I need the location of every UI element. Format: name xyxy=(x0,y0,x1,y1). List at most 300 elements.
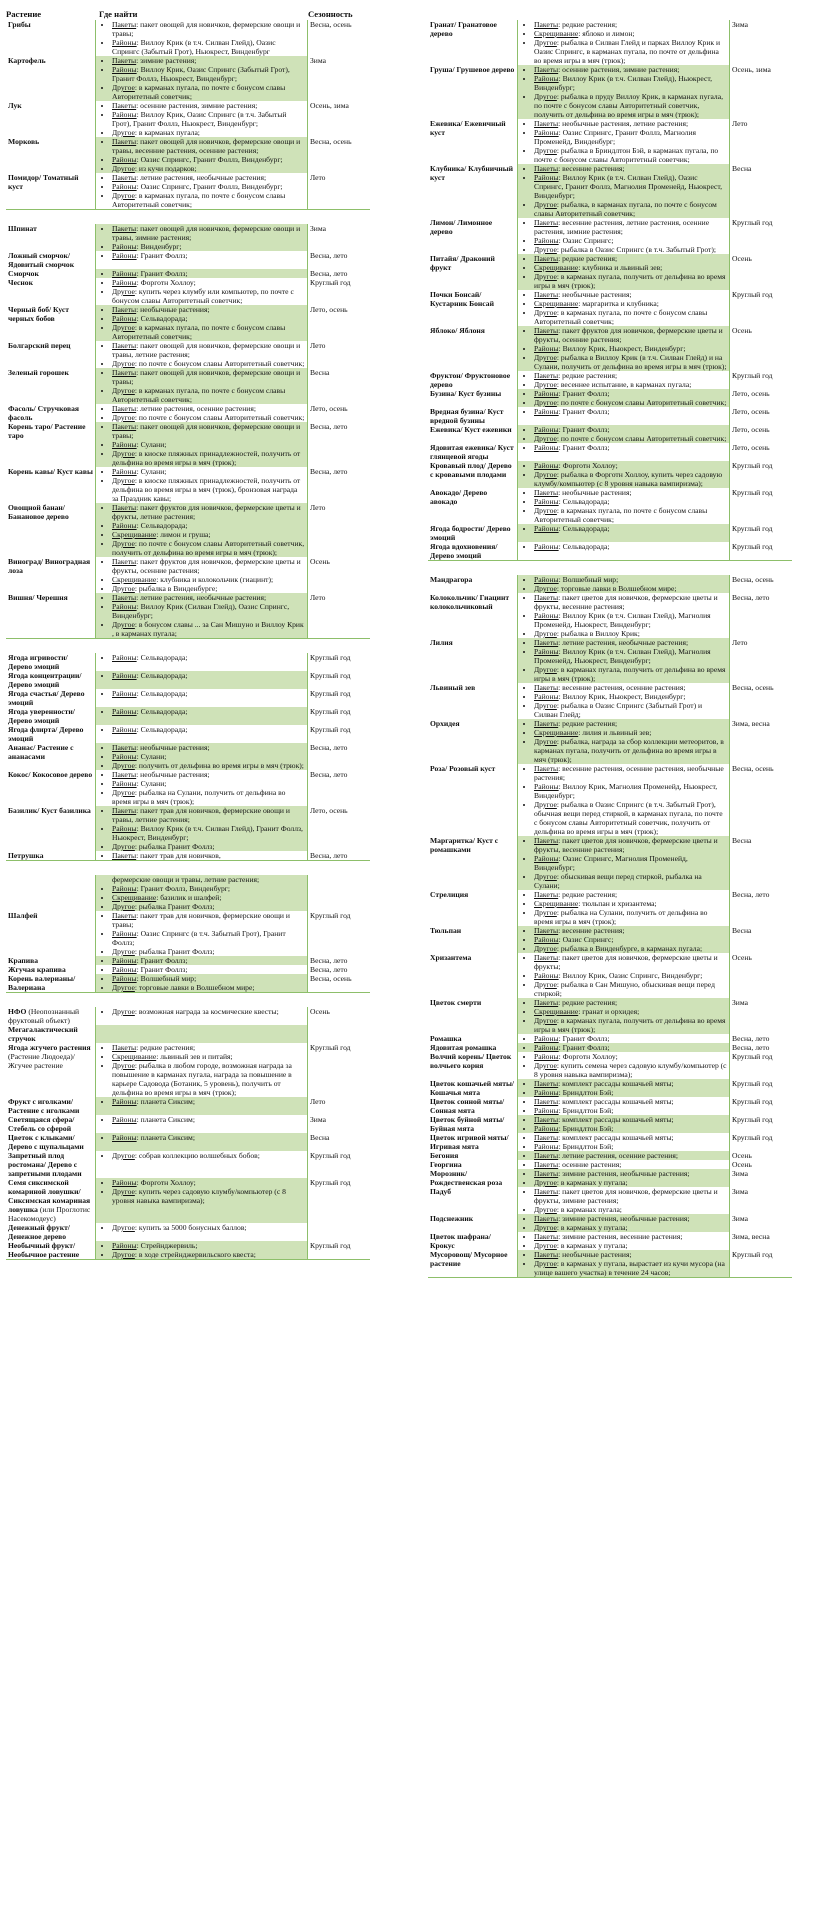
source-category[interactable]: Районы xyxy=(534,173,559,182)
season-cell xyxy=(730,119,793,164)
plant-name: Авокадо/ Дерево авокадо xyxy=(430,488,488,506)
source-category[interactable]: Пакеты xyxy=(112,1043,137,1052)
table-row xyxy=(6,770,370,806)
source-category[interactable]: Пакеты xyxy=(534,1250,559,1259)
source-category[interactable]: Районы xyxy=(534,1034,559,1043)
source-category[interactable]: Районы xyxy=(534,971,559,980)
source-category[interactable]: Пакеты xyxy=(534,926,559,935)
source-category[interactable]: Районы xyxy=(534,74,559,83)
source-category[interactable]: Районы xyxy=(112,929,137,938)
source-item: • Другое: рыбалка в Сан Мишуно, обыскивая вещи перед стиркой; xyxy=(534,980,727,998)
table-row xyxy=(428,461,792,488)
source-category[interactable]: Районы xyxy=(112,242,137,251)
source-category[interactable]: Пакеты xyxy=(534,1187,559,1196)
source-item: • Пакеты: весенние растения, осенние растения; xyxy=(534,683,727,692)
source-category[interactable]: Другое xyxy=(112,83,135,92)
source-category[interactable]: Районы xyxy=(534,407,559,416)
source-category[interactable]: Районы xyxy=(112,278,137,287)
source-category[interactable]: Другое xyxy=(534,1223,557,1232)
source-category[interactable]: Районы xyxy=(112,521,137,530)
source-category[interactable]: Пакеты xyxy=(112,224,137,233)
source-category[interactable]: Пакеты xyxy=(534,719,559,728)
source-category[interactable]: Другое xyxy=(534,245,557,254)
source-category[interactable]: Пакеты xyxy=(534,683,559,692)
source-item: • Районы: Виллоу Крик (в т.ч. Силван Глейд), Магнолия Променейд, Ньюкрест, Винденбург; xyxy=(534,611,727,629)
source-category[interactable]: Другое xyxy=(112,323,135,332)
source-category[interactable]: Скрещивание xyxy=(112,530,157,539)
source-category[interactable]: Другое xyxy=(112,386,135,395)
source-category[interactable]: Районы xyxy=(534,575,559,584)
season-value: Осень xyxy=(732,254,752,263)
source-item: • Другое: рыбалка в Оазис Спрингс (в т.ч. Забытый Грот), обычная вещи перед стиркой, в карманах пугала, по почте с бонусом славы Авторитетный советчик, получить от дельфина во время игры в мяч (трюк); xyxy=(534,800,727,836)
season-cell xyxy=(730,1214,793,1232)
source-category[interactable]: Районы xyxy=(112,65,137,74)
source-detail: Бриндлтон Бэй; xyxy=(562,1124,614,1133)
source-category[interactable]: Районы xyxy=(112,779,137,788)
where-cell xyxy=(96,503,308,557)
source-category[interactable]: Районы xyxy=(112,1115,137,1124)
plant-name: Фруктон/ Фруктоновое дерево xyxy=(430,371,511,389)
source-category[interactable]: Районы xyxy=(112,38,137,47)
source-category[interactable]: Пакеты xyxy=(534,764,559,773)
source-item: • Пакеты: необычные растения; xyxy=(534,1250,727,1259)
source-category[interactable]: Другое xyxy=(534,1259,557,1268)
source-category[interactable]: Другое xyxy=(112,1061,135,1070)
season-value: Зима xyxy=(732,20,748,29)
source-category[interactable]: Районы xyxy=(112,440,137,449)
source-category[interactable]: Пакеты xyxy=(534,254,559,263)
source-category[interactable]: Пакеты xyxy=(534,1151,559,1160)
where-cell xyxy=(96,1097,308,1115)
source-category[interactable]: Районы xyxy=(112,725,137,734)
source-category[interactable]: Районы xyxy=(112,251,137,260)
source-category[interactable]: Районы xyxy=(112,653,137,662)
source-category[interactable]: Скрещивание xyxy=(534,728,579,737)
source-category[interactable]: Другое xyxy=(112,449,135,458)
source-list xyxy=(520,425,727,443)
source-category[interactable]: Другое xyxy=(534,308,557,317)
table-row xyxy=(6,467,370,503)
source-category[interactable]: Другое xyxy=(112,842,135,851)
source-item: • Скрещивание: тюльпан и хризантема; xyxy=(534,899,727,908)
source-category[interactable]: Другое xyxy=(534,398,557,407)
source-category[interactable]: Пакеты xyxy=(534,164,559,173)
source-category[interactable]: Пакеты xyxy=(534,371,559,380)
plant-table xyxy=(428,20,792,561)
plant-name-cell xyxy=(428,890,518,926)
source-list xyxy=(520,1043,727,1052)
source-category[interactable]: Другое xyxy=(534,200,557,209)
source-category[interactable]: Районы xyxy=(534,461,559,470)
source-category[interactable]: Другое xyxy=(112,164,135,173)
source-category[interactable]: Другое xyxy=(534,1178,557,1187)
plant-name: Ядовитая ромашка xyxy=(430,1043,497,1052)
source-category[interactable]: Другое xyxy=(534,272,557,281)
source-category[interactable]: Районы xyxy=(112,467,137,476)
table-row xyxy=(428,326,792,371)
source-item: • Пакеты: пакет овощей для новичков, фермерские овощи и травы, зимние растения; xyxy=(112,224,305,242)
source-item: • Районы: Сельвадорада; xyxy=(112,521,305,530)
source-category[interactable]: Другое xyxy=(534,737,557,746)
source-category[interactable]: Пакеты xyxy=(534,119,559,128)
source-item: • Другое: купить через клумбу или компьютер, по почте с бонусом славы Авторитетный советчик; xyxy=(112,287,305,305)
source-category[interactable]: Районы xyxy=(534,782,559,791)
season-value: Зима xyxy=(310,1115,326,1124)
where-cell xyxy=(518,593,730,638)
source-category[interactable]: Районы xyxy=(112,974,137,983)
source-category[interactable]: Районы xyxy=(534,1142,559,1151)
source-category[interactable]: Другое xyxy=(534,470,557,479)
source-category[interactable]: Другое xyxy=(534,1016,557,1025)
season-value: Круглый год xyxy=(732,461,773,470)
source-category[interactable]: Районы xyxy=(534,1088,559,1097)
season-value: Круглый год xyxy=(310,1241,351,1250)
source-category[interactable]: Скрещивание xyxy=(534,1007,579,1016)
source-category[interactable]: Районы xyxy=(534,425,559,434)
source-category[interactable]: Пакеты xyxy=(534,1160,559,1169)
source-category[interactable]: Пакеты xyxy=(534,998,559,1007)
source-category[interactable]: Пакеты xyxy=(112,137,137,146)
plant-name: Ядовитая ежевика/ Куст глянцевой ягоды xyxy=(430,443,514,461)
table-row xyxy=(428,1151,792,1160)
source-detail: Сельвадорада; xyxy=(562,524,610,533)
source-category[interactable]: Пакеты xyxy=(534,836,559,845)
source-category[interactable]: Другое xyxy=(112,1151,135,1160)
plant-name: Светящаяся сфера/ Стебель со сферой xyxy=(8,1115,75,1133)
source-category[interactable]: Районы xyxy=(534,1052,559,1061)
source-category[interactable]: Скрещивание xyxy=(534,263,579,272)
source-category[interactable]: Районы xyxy=(112,689,137,698)
table-row xyxy=(6,806,370,851)
source-category[interactable]: Пакеты xyxy=(112,557,137,566)
source-category[interactable]: Пакеты xyxy=(112,911,137,920)
source-detail: осенние растения, зимние растения; xyxy=(562,65,680,74)
season-value: Лето xyxy=(310,341,326,350)
source-category[interactable]: Другое xyxy=(534,380,557,389)
source-category[interactable]: Другое xyxy=(112,947,135,956)
source-category[interactable]: Другое xyxy=(534,146,557,155)
source-category[interactable]: Другое xyxy=(534,665,557,674)
season-cell xyxy=(308,269,371,278)
source-item: • Районы: Сельвадорада; xyxy=(112,725,305,734)
source-item: • Пакеты: необычные растения, летние растения; xyxy=(534,119,727,128)
source-item: • Другое: рыбалка в Винденбурге; xyxy=(112,584,305,593)
source-list xyxy=(98,1007,305,1016)
source-item: • Районы: Гранит Фоллз; xyxy=(112,269,305,278)
source-category[interactable]: Районы xyxy=(534,497,559,506)
source-category[interactable]: Пакеты xyxy=(112,422,137,431)
season-cell xyxy=(730,953,793,998)
source-category[interactable]: Районы xyxy=(534,524,559,533)
where-cell xyxy=(96,1043,308,1097)
where-cell xyxy=(96,851,308,861)
source-category[interactable]: Пакеты xyxy=(534,1079,559,1088)
source-category[interactable]: Пакеты xyxy=(534,1115,559,1124)
source-item: • Другое: в карманах у пугала; xyxy=(534,1178,727,1187)
source-category[interactable]: Другое xyxy=(534,980,557,989)
plant-name-cell xyxy=(6,1115,96,1133)
where-cell xyxy=(96,1151,308,1178)
source-category[interactable]: Районы xyxy=(112,110,137,119)
source-category[interactable]: Скрещивание xyxy=(112,575,157,584)
source-category[interactable]: Другое xyxy=(534,1205,557,1214)
source-category[interactable]: Другое xyxy=(534,584,557,593)
source-category[interactable]: Пакеты xyxy=(112,56,137,65)
source-category[interactable]: Районы xyxy=(534,854,559,863)
source-category[interactable]: Пакеты xyxy=(112,173,137,182)
source-detail: Виллоу Крик, Оазис Спрингс (Забытый Грот), Гранит Фоллз, Ньюкрест, Винденбург; xyxy=(112,65,290,83)
source-category[interactable]: Районы xyxy=(534,443,559,452)
source-category[interactable]: Пакеты xyxy=(534,1097,559,1106)
where-cell xyxy=(518,1169,730,1187)
source-category[interactable]: Другое xyxy=(112,1250,135,1259)
source-category[interactable]: Другое xyxy=(112,1187,135,1196)
source-category[interactable]: Районы xyxy=(534,647,559,656)
source-category[interactable]: Другое xyxy=(112,1223,135,1232)
source-detail: Сулани; xyxy=(140,467,167,476)
source-detail: Волшебный мир; xyxy=(140,974,197,983)
plant-name-cell xyxy=(6,503,96,557)
source-category[interactable]: Другое xyxy=(534,353,557,362)
source-list xyxy=(98,224,305,251)
plant-name: Морковь xyxy=(8,137,40,146)
source-category[interactable]: Районы xyxy=(534,1124,559,1133)
source-category[interactable]: Районы xyxy=(534,1043,559,1052)
source-detail: редкие растения; xyxy=(562,254,618,263)
source-category[interactable]: Другое xyxy=(112,788,135,797)
where-cell xyxy=(518,1043,730,1052)
source-category[interactable]: Другое xyxy=(112,1007,135,1016)
source-item: • Другое: в карманах пугала, по почте с бонусом славы Авторитетный советчик; xyxy=(112,386,305,404)
source-category[interactable]: Скрещивание xyxy=(112,893,157,902)
source-category[interactable]: Районы xyxy=(112,1097,137,1106)
source-category[interactable]: Скрещивание xyxy=(534,29,579,38)
source-category[interactable]: Районы xyxy=(112,707,137,716)
section xyxy=(6,875,370,993)
source-category[interactable]: Пакеты xyxy=(112,770,137,779)
source-category[interactable]: Районы xyxy=(534,611,559,620)
source-item: • Другое: рыбалка на Сулани, получить от дельфина во время игры в мяч (трюк); xyxy=(112,788,305,806)
source-detail: Виллоу Крик, Магнолия Променейд, Ньюкрест, Винденбург; xyxy=(534,782,718,800)
source-category[interactable]: Другое xyxy=(534,434,557,443)
source-category[interactable]: Другое xyxy=(534,629,557,638)
source-category[interactable]: Другое xyxy=(112,191,135,200)
season-value: Зима xyxy=(732,1187,748,1196)
source-category[interactable]: Пакеты xyxy=(112,743,137,752)
table-row xyxy=(6,1043,370,1097)
source-category[interactable]: Районы xyxy=(112,956,137,965)
season-value: Весна, лето xyxy=(310,251,348,260)
plant-name-cell xyxy=(6,974,96,993)
source-detail: рыбалка в Бриндлтон Бэй, в карманах пугала, по почте с бонусом славы Авторитетный советчик; xyxy=(534,146,719,164)
season-cell xyxy=(308,1178,371,1223)
source-category[interactable]: Скрещивание xyxy=(112,1052,157,1061)
source-category[interactable]: Другое xyxy=(112,983,135,992)
source-category[interactable]: Другое xyxy=(534,701,557,710)
where-cell xyxy=(96,251,308,269)
plant-name-cell xyxy=(6,965,96,974)
where-cell xyxy=(518,719,730,764)
source-category[interactable]: Пакеты xyxy=(112,20,137,29)
table-row xyxy=(428,1097,792,1115)
source-category[interactable]: Районы xyxy=(112,1241,137,1250)
season-cell xyxy=(730,1052,793,1079)
source-detail: осенние растения, зимние растения; xyxy=(140,101,258,110)
source-category[interactable]: Другое xyxy=(534,1061,557,1070)
source-category[interactable]: Другое xyxy=(112,476,135,485)
source-category[interactable]: Районы xyxy=(112,182,137,191)
source-category[interactable]: Пакеты xyxy=(112,368,137,377)
source-detail: Гранит Фоллз; xyxy=(562,1043,610,1052)
source-category[interactable]: Другое xyxy=(534,908,557,917)
source-category[interactable]: Районы xyxy=(534,389,559,398)
source-category[interactable]: Другое xyxy=(112,128,135,137)
source-category[interactable]: Пакеты xyxy=(534,290,559,299)
source-detail: Гранит Фоллз; xyxy=(140,251,188,260)
source-item: • Другое: в бонусом славы ... за Сан Мишуно и Виллоу Крик , в карманах пугала; xyxy=(112,620,305,638)
source-category[interactable]: Районы xyxy=(112,314,137,323)
source-category[interactable]: Районы xyxy=(112,965,137,974)
source-category[interactable]: Пакеты xyxy=(534,20,559,29)
source-category[interactable]: Другое xyxy=(534,1241,557,1250)
source-list xyxy=(98,707,305,716)
source-category[interactable]: Районы xyxy=(112,671,137,680)
season-value: Весна, осень xyxy=(310,20,352,29)
source-item: • Другое: рыбалка в Винденбурге, в карманах пугала; xyxy=(534,944,727,953)
where-cell xyxy=(96,278,308,305)
source-item: • Другое: в карманах пугала; xyxy=(534,1205,727,1214)
source-item: • Пакеты: редкие растения; xyxy=(534,998,727,1007)
source-detail: торговые лавки в Волшебном мире; xyxy=(560,584,677,593)
source-category[interactable]: Пакеты xyxy=(534,953,559,962)
source-category[interactable]: Пакеты xyxy=(534,890,559,899)
plant-table xyxy=(6,224,370,639)
source-category[interactable]: Районы xyxy=(112,155,137,164)
source-category[interactable]: Районы xyxy=(534,692,559,701)
source-category[interactable]: Пакеты xyxy=(112,593,137,602)
source-category[interactable]: Районы xyxy=(534,344,559,353)
source-category[interactable]: Другое xyxy=(534,92,557,101)
source-category[interactable]: Пакеты xyxy=(112,851,137,860)
source-detail: в киоске пляжных принадлежностей, получить от дельфина во время игры в мяч (трюк); xyxy=(112,449,301,467)
source-category[interactable]: Районы xyxy=(534,542,559,551)
season-value: Круглый год xyxy=(732,1097,773,1106)
source-category[interactable]: Другое xyxy=(112,902,135,911)
source-category[interactable]: Пакеты xyxy=(534,1133,559,1142)
source-category[interactable]: Пакеты xyxy=(534,1214,559,1223)
source-category[interactable]: Пакеты xyxy=(112,305,137,314)
source-list xyxy=(520,719,727,764)
source-list xyxy=(98,725,305,734)
source-category[interactable]: Скрещивание xyxy=(534,299,579,308)
source-detail: весенние растения, осенние растения; xyxy=(562,683,686,692)
source-category[interactable]: Пакеты xyxy=(112,101,137,110)
source-category[interactable]: Районы xyxy=(112,1133,137,1142)
source-detail: летние растения, необычные растения; xyxy=(140,173,267,182)
table-row xyxy=(428,488,792,524)
source-category[interactable]: Районы xyxy=(112,884,137,893)
table-row xyxy=(428,1250,792,1278)
source-category[interactable]: Другое xyxy=(112,761,135,770)
source-detail: рыбалка в Оазис Спрингс (в т.ч. Забытый Грот); xyxy=(560,245,716,254)
source-category[interactable]: Районы xyxy=(534,1106,559,1115)
source-category[interactable]: Пакеты xyxy=(112,404,137,413)
source-category[interactable]: Другое xyxy=(112,620,135,629)
source-category[interactable]: Пакеты xyxy=(112,503,137,512)
source-category[interactable]: Другое xyxy=(534,800,557,809)
source-category[interactable]: Районы xyxy=(112,752,137,761)
table-row xyxy=(6,1178,370,1223)
plant-name: Шпинат xyxy=(8,224,37,233)
source-category[interactable]: Пакеты xyxy=(534,218,559,227)
season-value: Осень xyxy=(310,1007,330,1016)
source-category[interactable]: Пакеты xyxy=(112,806,137,815)
source-category[interactable]: Пакеты xyxy=(534,1232,559,1241)
source-category[interactable]: Пакеты xyxy=(534,65,559,74)
source-list xyxy=(98,305,305,341)
season-cell xyxy=(730,524,793,542)
plant-name-cell xyxy=(6,20,96,56)
source-category[interactable]: Скрещивание xyxy=(534,899,579,908)
season-value: Лето, осень xyxy=(732,425,770,434)
plant-name: Груша/ Грушевое дерево xyxy=(430,65,515,74)
season-value: Лето xyxy=(732,119,748,128)
source-category[interactable]: Районы xyxy=(534,128,559,137)
source-category[interactable]: Районы xyxy=(112,602,137,611)
source-category[interactable]: Другое xyxy=(112,287,135,296)
source-category[interactable]: Другое xyxy=(112,359,135,368)
source-category[interactable]: Районы xyxy=(112,1178,137,1187)
source-category[interactable]: Другое xyxy=(112,539,135,548)
source-category[interactable]: Районы xyxy=(534,236,559,245)
source-category[interactable]: Другое xyxy=(534,38,557,47)
source-list xyxy=(520,764,727,836)
plant-name: Шалфей xyxy=(8,911,38,920)
source-category[interactable]: Пакеты xyxy=(534,1169,559,1178)
source-list xyxy=(98,689,305,698)
source-detail: пакет цветов для новичков, фермерские цветы и фрукты, весенние растения; xyxy=(534,836,718,854)
plant-name: Ложный сморчок/ Ядовитый сморчок xyxy=(8,251,75,269)
plant-name: Картофель xyxy=(8,56,46,65)
where-cell xyxy=(96,653,308,671)
source-category[interactable]: Другое xyxy=(112,584,135,593)
source-category[interactable]: Пакеты xyxy=(534,326,559,335)
season-value: Осень, зима xyxy=(310,101,349,110)
where-cell xyxy=(518,1214,730,1232)
source-detail: Форготн Холлоу; xyxy=(140,1178,196,1187)
source-category[interactable]: Другое xyxy=(534,506,557,515)
source-category[interactable]: Другое xyxy=(112,413,135,422)
table-row xyxy=(6,1007,370,1025)
plant-name: Ягода бодрости/ Дерево эмоций xyxy=(430,524,511,542)
source-category[interactable]: Другое xyxy=(534,944,557,953)
table-row xyxy=(6,743,370,770)
source-category[interactable]: Другое xyxy=(534,872,557,881)
source-category[interactable]: Районы xyxy=(534,935,559,944)
plant-name: Тюльпан xyxy=(430,926,462,935)
source-category[interactable]: Районы xyxy=(112,824,137,833)
source-category[interactable]: Пакеты xyxy=(534,488,559,497)
source-detail: Виллоу Крик (в т.ч. Силван Глейд), Гранит Фоллз, Ньюкрест, Винденбург; xyxy=(112,824,303,842)
season-cell xyxy=(308,671,371,689)
plant-name-cell xyxy=(428,65,518,119)
source-category[interactable]: Пакеты xyxy=(112,341,137,350)
source-category[interactable]: Районы xyxy=(112,269,137,278)
source-category[interactable]: Пакеты xyxy=(534,593,559,602)
source-category[interactable]: Пакеты xyxy=(534,638,559,647)
source-detail: в карманах пугала, получить от дельфина во время игры в мяч (трюк); xyxy=(534,1016,726,1034)
source-detail: рыбалка в Оазис Спрингс (в т.ч. Забытый Грот), обычная вещи перед стиркой, в карманах пугала, по почте с бонусом славы Авторитетный советчик, получить от дельфина во время игры в мяч (трюк); xyxy=(534,800,723,836)
